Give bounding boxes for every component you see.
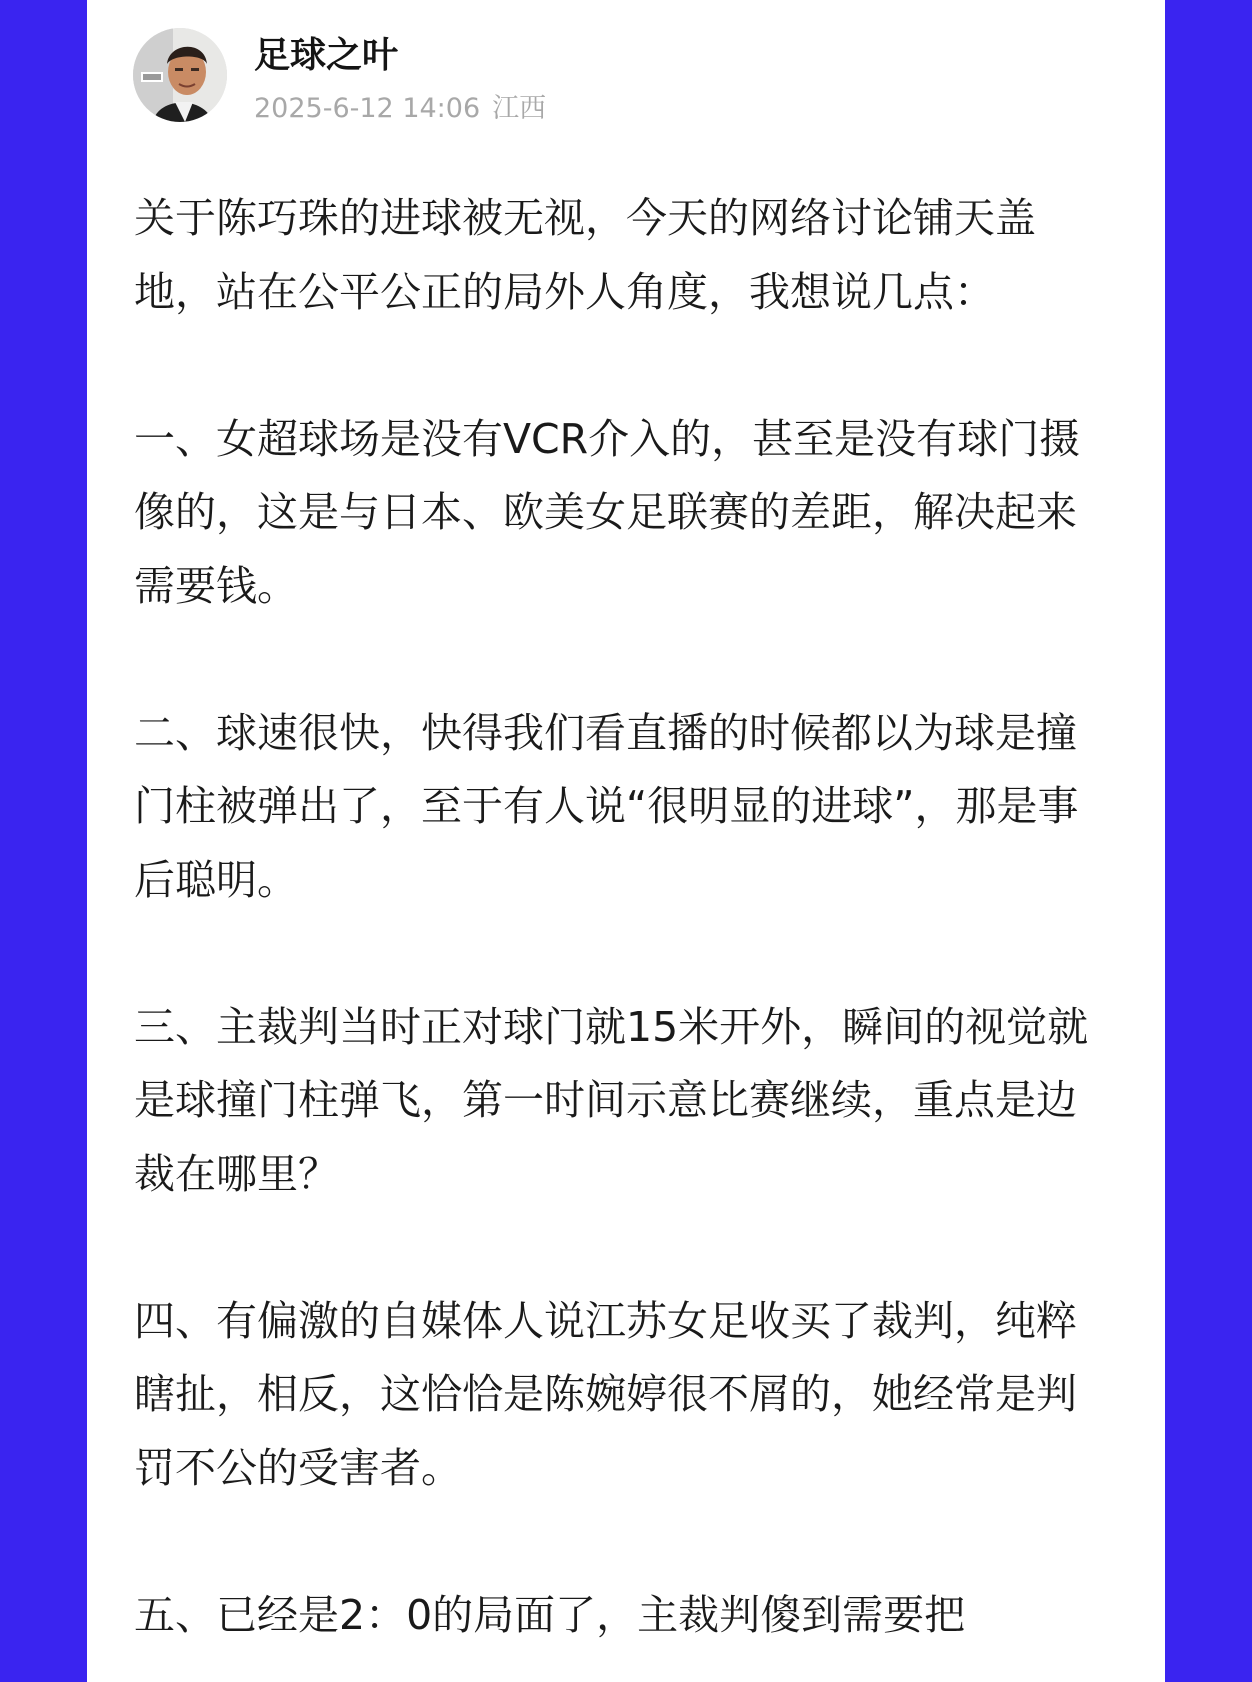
author-header <box>133 28 1113 124</box>
post-body <box>134 182 1114 1682</box>
post-meta <box>254 92 546 126</box>
post-paragraph-4: 四、有偏激的自媒体人说江苏女足收买了裁判，纯粹瞎扯，相反，这恰恰是陈婉婷很不屑的，她经常是判罚不公的受害者。 <box>134 1296 1077 1492</box>
author-name[interactable]: 足球之叶 <box>254 35 399 76</box>
post-paragraph-5: 五、已经是2：0的局面了，主裁判傻到需要把 <box>134 1590 966 1639</box>
post-location: 江西 <box>492 93 547 124</box>
post-card <box>87 0 1165 1682</box>
post-paragraph-2: 二、球速很快，快得我们看直播的时候都以为球是撞门柱被弹出了，至于有人说“很明显的进球”，那是事后聪明。 <box>134 708 1079 904</box>
avatar[interactable] <box>133 28 227 122</box>
post-paragraph-1: 一、女超球场是没有VCR介入的，甚至是没有球门摄像的，这是与日本、欧美女足联赛的差距，解决起来需要钱。 <box>134 414 1081 610</box>
post-timestamp: 2025-6-12 14:06 <box>254 93 481 124</box>
post-paragraph-intro: 关于陈巧珠的进球被无视，今天的网络讨论铺天盖地，站在公平公正的局外人角度，我想说几点： <box>134 194 1036 316</box>
post-paragraph-3: 三、主裁判当时正对球门就15米开外，瞬间的视觉就是球撞门柱弹飞，第一时间示意比赛继续，重点是边裁在哪里？ <box>134 1002 1089 1198</box>
user-portrait-avatar-icon <box>133 28 227 122</box>
